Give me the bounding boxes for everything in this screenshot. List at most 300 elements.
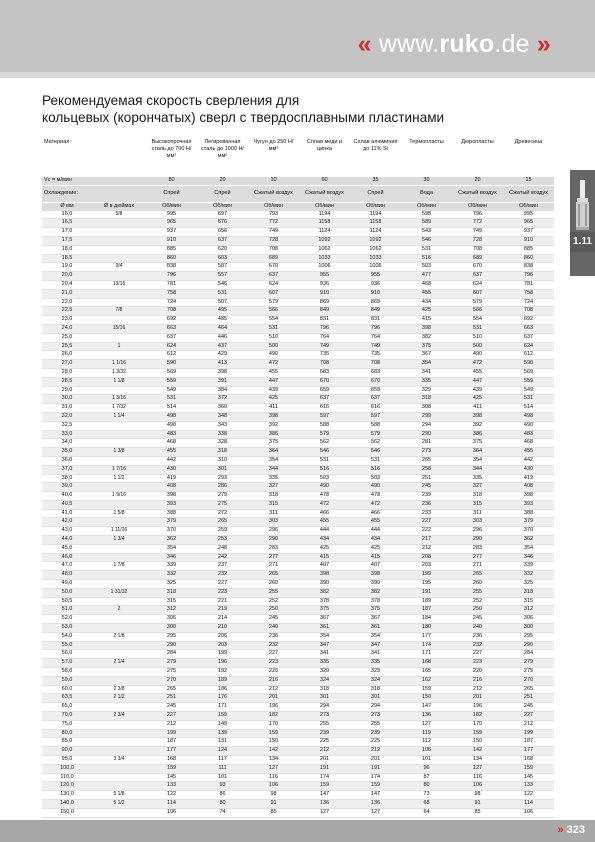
rpm-value: 311: [452, 509, 503, 518]
rpm-value: 764: [350, 333, 401, 342]
rpm-value: 483: [146, 430, 197, 439]
rpm-value: 1158: [299, 219, 350, 228]
rpm-value: 300: [146, 624, 197, 633]
rpm-value: 670: [452, 263, 503, 272]
rpm-value: 106: [452, 782, 503, 791]
rpm-value: 749: [248, 228, 299, 237]
rpm-value: 386: [452, 430, 503, 439]
diameter-inch: [92, 289, 146, 298]
rpm-value: 212: [146, 720, 197, 729]
rpm-value: 199: [401, 571, 452, 580]
rpm-value: 96: [401, 764, 452, 773]
rpm-value: 361: [299, 624, 350, 633]
rpm-value: 225: [299, 738, 350, 747]
table-row: [42, 773, 554, 782]
rpm-value: 159: [503, 764, 554, 773]
table-row: [42, 544, 554, 553]
rpm-value: 240: [452, 624, 503, 633]
rpm-value: 332: [146, 571, 197, 580]
rpm-value: 251: [401, 474, 452, 483]
table-row: [42, 333, 554, 342]
diameter-mm: 31,0: [42, 404, 92, 413]
rpm-value: 279: [503, 659, 554, 668]
vc-value: 20: [452, 177, 503, 185]
rpm-value: 106: [248, 782, 299, 791]
rpm-value: 201: [248, 694, 299, 703]
rpm-value: 382: [299, 588, 350, 597]
rpm-value: 98: [452, 791, 503, 800]
rpm-value: 318: [197, 448, 248, 457]
diameter-mm: 25,0: [42, 333, 92, 342]
rpm-value: 549: [146, 386, 197, 395]
rpm-value: 127: [299, 808, 350, 817]
rpm-value: 478: [299, 492, 350, 501]
rpm-value: 910: [350, 289, 401, 298]
diameter-inch: [92, 421, 146, 430]
rpm-value: 354: [503, 544, 554, 553]
rpm-value: 485: [197, 316, 248, 325]
rpm-value: 781: [146, 280, 197, 289]
rpm-value: 413: [197, 360, 248, 369]
section-tab[interactable]: [570, 170, 595, 276]
diameter-inch: 1 3/8: [92, 448, 146, 457]
rpm-value: 341: [350, 650, 401, 659]
rpm-value: 315: [503, 597, 554, 606]
diameter-inch: [92, 500, 146, 509]
diameter-inch: [92, 580, 146, 589]
table-row: [42, 729, 554, 738]
rpm-value: 607: [452, 289, 503, 298]
rpm-value: 566: [248, 307, 299, 316]
rpm-value: 434: [401, 298, 452, 307]
rpm-value: 588: [350, 421, 401, 430]
rpm-value: 324: [350, 676, 401, 685]
rpm-value: 201: [350, 756, 401, 765]
rpm-value: 290: [401, 430, 452, 439]
diameter-inch: 1 7/32: [92, 404, 146, 413]
rpm-value: 216: [452, 676, 503, 685]
diameter-inch: [92, 676, 146, 685]
rpm-value: 531: [452, 324, 503, 333]
rpm-value: 466: [350, 509, 401, 518]
diameter-inch: [92, 386, 146, 395]
rpm-value: 159: [197, 712, 248, 721]
diameter-mm: 29,0: [42, 386, 92, 395]
table-row: [42, 430, 554, 439]
rpm-value: 589: [401, 219, 452, 228]
rpm-value: 546: [401, 236, 452, 245]
rpm-value: 250: [452, 606, 503, 615]
rpm-value: 344: [452, 465, 503, 474]
rpm-value: 603: [197, 254, 248, 263]
rpm-value: 1124: [299, 228, 350, 237]
rpm-value: 187: [146, 738, 197, 747]
rpm-value: 312: [146, 606, 197, 615]
vc-value: 10: [248, 177, 299, 185]
rpm-value: 390: [299, 580, 350, 589]
material-header: Сплав меди и цинка: [306, 139, 343, 152]
table-row: [42, 712, 554, 721]
rpm-value: 764: [299, 333, 350, 342]
unit-rpm: Об/мин: [401, 202, 452, 210]
header-band: [0, 0, 595, 72]
rpm-value: 434: [299, 536, 350, 545]
material-header: Легированная сталь до 1000 Н/мм²: [201, 139, 244, 159]
rpm-value: 370: [503, 527, 554, 536]
rpm-value: 637: [146, 333, 197, 342]
diameter-inch: [92, 641, 146, 650]
diameter-mm: 22,5: [42, 307, 92, 316]
rpm-value: 253: [197, 536, 248, 545]
rpm-value: 260: [452, 580, 503, 589]
rpm-value: 849: [299, 307, 350, 316]
cooling-label: Охлаждение:: [42, 185, 146, 202]
rpm-value: 354: [146, 544, 197, 553]
rpm-value: 182: [248, 712, 299, 721]
diameter-mm: 40,5: [42, 500, 92, 509]
diameter-mm: 28,0: [42, 368, 92, 377]
table-row: [42, 562, 554, 571]
rpm-value: 398: [146, 492, 197, 501]
rpm-value: 407: [350, 562, 401, 571]
table-row: [42, 377, 554, 386]
material-header: Чугун до 250 Н/мм²: [253, 139, 294, 152]
rpm-value: 346: [503, 553, 554, 562]
rpm-value: 375: [299, 606, 350, 615]
rpm-value: 781: [503, 280, 554, 289]
rpm-value: 860: [503, 254, 554, 263]
rpm-value: 838: [146, 263, 197, 272]
table-row: [42, 571, 554, 580]
rpm-value: 347: [299, 641, 350, 650]
rpm-value: 590: [146, 360, 197, 369]
diameter-inch: 1 3/16: [92, 395, 146, 404]
rpm-value: 286: [197, 483, 248, 492]
rpm-value: 149: [197, 720, 248, 729]
core-drill-icon: [574, 178, 591, 240]
rpm-value: 559: [503, 377, 554, 386]
table-row: [42, 588, 554, 597]
rpm-value: 265: [197, 518, 248, 527]
rpm-value: 500: [248, 342, 299, 351]
rpm-value: 637: [503, 333, 554, 342]
table-row: [42, 316, 554, 325]
table-row: [42, 606, 554, 615]
rpm-value: 531: [197, 289, 248, 298]
diameter-inch: 1 1/2: [92, 474, 146, 483]
rpm-value: 689: [452, 254, 503, 263]
cooling-value: Спрей: [350, 185, 401, 202]
header-row-units: [42, 202, 554, 210]
diameter-mm: 25,5: [42, 342, 92, 351]
cooling-value: Вода: [401, 185, 452, 202]
rpm-value: 310: [197, 456, 248, 465]
diameter-mm: 44,0: [42, 536, 92, 545]
diameter-inch: 2 1/8: [92, 632, 146, 641]
diameter-mm: 48,0: [42, 571, 92, 580]
rpm-value: 223: [452, 659, 503, 668]
rpm-value: 390: [350, 580, 401, 589]
rpm-value: 683: [299, 368, 350, 377]
rpm-value: 329: [350, 668, 401, 677]
rpm-value: 290: [248, 536, 299, 545]
rpm-value: 258: [401, 465, 452, 474]
table-row: [42, 799, 554, 808]
rpm-value: 607: [248, 289, 299, 298]
rpm-value: 637: [299, 395, 350, 404]
rpm-value: 370: [146, 527, 197, 536]
diameter-inch: [92, 483, 146, 492]
rpm-value: 354: [401, 360, 452, 369]
rpm-value: 367: [299, 615, 350, 624]
vc-value: 15: [503, 177, 554, 185]
unit-rpm: Об/мин: [146, 202, 197, 210]
rpm-value: 296: [248, 527, 299, 536]
rpm-value: 360: [197, 404, 248, 413]
rpm-value: 303: [248, 518, 299, 527]
rpm-value: 184: [401, 615, 452, 624]
table-row: [42, 527, 554, 536]
diameter-inch: [92, 729, 146, 738]
rpm-value: 344: [248, 465, 299, 474]
rpm-value: 398: [350, 571, 401, 580]
rpm-value: 189: [197, 676, 248, 685]
rpm-value: 408: [146, 483, 197, 492]
rpm-value: 367: [401, 351, 452, 360]
rpm-value: 354: [248, 456, 299, 465]
rpm-value: 1006: [350, 263, 401, 272]
rpm-value: 425: [299, 544, 350, 553]
table-row: [42, 342, 554, 351]
rpm-value: 579: [248, 298, 299, 307]
rpm-value: 301: [350, 694, 401, 703]
rpm-value: 708: [299, 360, 350, 369]
rpm-value: 838: [503, 263, 554, 272]
rpm-value: 637: [350, 395, 401, 404]
rpm-value: 295: [146, 632, 197, 641]
rpm-value: 391: [197, 377, 248, 386]
rpm-value: 468: [146, 439, 197, 448]
rpm-value: 516: [299, 465, 350, 474]
table-row: [42, 518, 554, 527]
table-row: [42, 483, 554, 492]
rpm-value: 134: [248, 756, 299, 765]
rpm-value: 290: [146, 641, 197, 650]
rpm-value: 106: [401, 747, 452, 756]
rpm-value: 579: [452, 298, 503, 307]
rpm-value: 1124: [350, 228, 401, 237]
rpm-value: 232: [197, 571, 248, 580]
rpm-value: 338: [197, 430, 248, 439]
rpm-value: 796: [299, 324, 350, 333]
rpm-value: 1033: [350, 254, 401, 263]
rpm-value: 182: [452, 712, 503, 721]
unit-rpm: Об/мин: [503, 202, 554, 210]
rpm-value: 124: [197, 747, 248, 756]
rpm-value: 531: [248, 324, 299, 333]
rpm-value: 284: [503, 650, 554, 659]
rpm-value: 162: [401, 676, 452, 685]
diameter-inch: [92, 439, 146, 448]
diameter-inch: 1 9/16: [92, 492, 146, 501]
diameter-inch: [92, 245, 146, 254]
rpm-value: 201: [452, 694, 503, 703]
rpm-value: 174: [299, 773, 350, 782]
table-row: [42, 448, 554, 457]
rpm-value: 273: [401, 448, 452, 457]
rpm-value: 559: [146, 377, 197, 386]
header-row-material: [42, 137, 554, 177]
rpm-value: 796: [350, 324, 401, 333]
rpm-value: 325: [503, 580, 554, 589]
rpm-value: 186: [197, 685, 248, 694]
diameter-mm: 43,0: [42, 527, 92, 536]
rpm-value: 569: [146, 368, 197, 377]
brand-logo[interactable]: [358, 30, 551, 59]
rpm-value: 995: [503, 211, 554, 219]
rpm-value: 260: [248, 580, 299, 589]
diameter-inch: [92, 571, 146, 580]
rpm-value: 624: [503, 342, 554, 351]
rpm-value: 472: [299, 500, 350, 509]
rpm-value: 318: [503, 588, 554, 597]
table-row: [42, 324, 554, 333]
rpm-value: 588: [299, 421, 350, 430]
rpm-value: 477: [401, 272, 452, 281]
rpm-value: 147: [350, 791, 401, 800]
rpm-value: 503: [299, 474, 350, 483]
rpm-value: 168: [503, 756, 554, 765]
rpm-value: 232: [452, 641, 503, 650]
diameter-mm: 27,0: [42, 360, 92, 369]
rpm-value: 265: [452, 571, 503, 580]
rpm-value: 354: [299, 632, 350, 641]
rpm-value: 219: [197, 606, 248, 615]
diameter-inch: 5 1/8: [92, 791, 146, 800]
rpm-value: 227: [401, 518, 452, 527]
speed-table: [42, 137, 554, 818]
rpm-value: 346: [146, 553, 197, 562]
table-row: [42, 272, 554, 281]
rpm-value: 831: [299, 316, 350, 325]
table-row: [42, 738, 554, 747]
header-row-vc: [42, 177, 554, 185]
rpm-value: 222: [401, 527, 452, 536]
rpm-value: 439: [248, 386, 299, 395]
diameter-mm: 120,0: [42, 782, 92, 791]
title-line-1: Рекомендуемая скорость сверления для: [42, 93, 300, 108]
rpm-value: 127: [401, 720, 452, 729]
cooling-value: Спрей: [146, 185, 197, 202]
page-number-value: 323: [566, 824, 585, 836]
diameter-mm: 34,0: [42, 439, 92, 448]
table-row: [42, 580, 554, 589]
rpm-value: 1062: [299, 245, 350, 254]
rpm-value: 670: [248, 263, 299, 272]
rpm-value: 612: [503, 351, 554, 360]
rpm-value: 315: [146, 597, 197, 606]
rpm-value: 375: [401, 342, 452, 351]
rpm-value: 250: [248, 606, 299, 615]
rpm-value: 407: [299, 562, 350, 571]
rpm-value: 327: [248, 483, 299, 492]
rpm-value: 910: [146, 236, 197, 245]
rpm-value: 159: [248, 729, 299, 738]
rpm-value: 392: [452, 421, 503, 430]
rpm-value: 670: [350, 377, 401, 386]
diameter-mm: 28,5: [42, 377, 92, 386]
rpm-value: 245: [146, 703, 197, 712]
rpm-value: 587: [197, 263, 248, 272]
diameter-mm: 16,0: [42, 211, 92, 219]
rpm-value: 240: [248, 624, 299, 633]
rpm-value: 283: [452, 544, 503, 553]
rpm-value: 597: [299, 412, 350, 421]
rpm-value: 242: [197, 553, 248, 562]
rpm-value: 335: [299, 659, 350, 668]
rpm-value: 210: [197, 624, 248, 633]
rpm-value: 318: [350, 685, 401, 694]
rpm-value: 936: [350, 280, 401, 289]
rpm-value: 708: [248, 245, 299, 254]
rpm-value: 212: [248, 685, 299, 694]
diameter-inch: 5/8: [92, 211, 146, 219]
rpm-value: 955: [350, 272, 401, 281]
rpm-value: 490: [452, 351, 503, 360]
rpm-value: 191: [350, 764, 401, 773]
diameter-mm: 19,0: [42, 263, 92, 272]
diameter-mm: 36,0: [42, 456, 92, 465]
diameter-mm: 22,0: [42, 298, 92, 307]
rpm-value: 236: [248, 632, 299, 641]
diameter-mm: 54,0: [42, 632, 92, 641]
table-row: [42, 500, 554, 509]
table-row: [42, 782, 554, 791]
rpm-value: 562: [350, 439, 401, 448]
rpm-value: 663: [146, 324, 197, 333]
rpm-value: 159: [401, 685, 452, 694]
rpm-value: 498: [503, 412, 554, 421]
table-row: [42, 395, 554, 404]
diameter-mm: 55,0: [42, 641, 92, 650]
rpm-value: 176: [197, 694, 248, 703]
diameter-mm: 75,0: [42, 720, 92, 729]
diameter-inch: [92, 747, 146, 756]
rpm-value: 147: [401, 703, 452, 712]
rpm-value: 308: [401, 404, 452, 413]
diameter-mm: 140,0: [42, 799, 92, 808]
rpm-value: 212: [350, 747, 401, 756]
rpm-value: 265: [401, 456, 452, 465]
rpm-value: 793: [248, 211, 299, 219]
rpm-value: 869: [350, 298, 401, 307]
table-row: [42, 747, 554, 756]
rpm-value: 168: [146, 756, 197, 765]
rpm-value: 116: [452, 773, 503, 782]
rpm-value: 446: [197, 333, 248, 342]
rpm-value: 708: [452, 245, 503, 254]
rpm-value: 85: [452, 808, 503, 817]
rpm-value: 165: [401, 668, 452, 677]
rpm-value: 187: [401, 606, 452, 615]
diameter-inch: [92, 544, 146, 553]
rpm-value: 531: [401, 245, 452, 254]
rpm-value: 192: [197, 668, 248, 677]
rpm-value: 214: [197, 615, 248, 624]
table-row: [42, 597, 554, 606]
rpm-value: 335: [350, 659, 401, 668]
rpm-value: 259: [197, 527, 248, 536]
